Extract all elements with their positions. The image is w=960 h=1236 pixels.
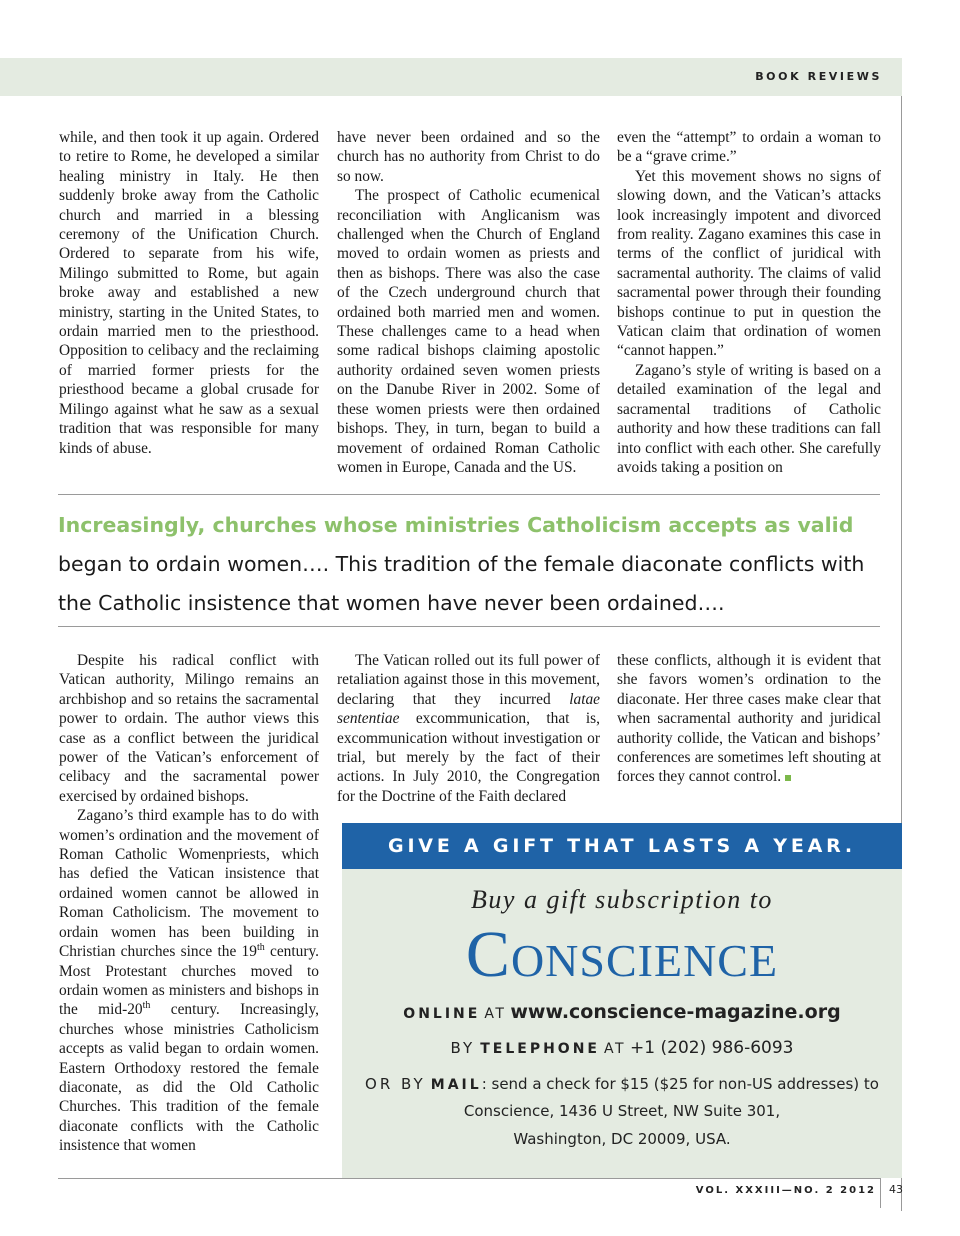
bottom-column-3 [617, 651, 881, 787]
ad-mail-line: OR BY MAIL: send a check for $15 ($25 for non-US addresses) to [365, 1075, 879, 1093]
pull-quote-top-rule [58, 494, 880, 495]
paragraph: these conflicts, although it is evident that she favors women’s ordination to the diaconate. Her three cases make clear that when sacramental authority and juridical authority collide, the Vatican and bishops’ conferences are sometimes left shouting at forces they cannot control. [617, 652, 881, 786]
top-column-1 [59, 128, 319, 458]
paragraph: Despite his radical conflict with Vatican authority, Milingo remains an archbishop and so retains the sacramental power to ordain. The author views this case as a conflict between the juridical power of the Vatican’s enforcement of celibacy and the sacramental power exercised by ordained bishops. [59, 652, 319, 805]
issue-info: VOL. XXXIII—NO. 2 2012 [695, 1185, 876, 1196]
ad-url-link[interactable]: www.conscience-magazine.org [510, 1001, 841, 1023]
paragraph: Zagano’s third example has to do with women’s ordination and the movement of Roman Catholic Womenpriests, which has defied the Vatican insistence that ordained women cannot be allowed in Roman Catholicism. The movement to ordain women has been building in Christian churches since the 19th century. Most Protestant churches moved to ordain women as ministers and bishops in the mid-20th century. Increasingly, churches whose ministries Catholicism accepts as valid began to ordain women. Eastern Orthodoxy restored the female diaconate, as did the Old Catholic Churches. This tradition of the female diaconate conflicts with the Catholic insistence that women [59, 807, 319, 1155]
pull-quote [58, 506, 880, 623]
section-label: BOOK REVIEWS [755, 70, 882, 83]
subscription-ad [342, 823, 902, 1178]
ad-phone: +1 (202) 986-6093 [630, 1038, 794, 1058]
paragraph: even the “attempt” to ordain a woman to be a “grave crime.” [617, 129, 881, 166]
bottom-column-1 [59, 651, 319, 1156]
page-number: 43 [889, 1183, 903, 1196]
paragraph: The Vatican rolled out its full power of retaliation against those in this movement, declaring that they incurred latae sententiae excommunication, that is, excommunication without investigation or trial, but merely by the fact of their actions. In July 2010, the Congregation for the Doctrine of the Faith declared [337, 652, 600, 805]
pull-quote-text: began to ordain women…. This tradition of the female diaconate conflicts with the Catholic insistence that women have never been ordained…. [58, 552, 865, 615]
footer-divider [880, 1178, 881, 1208]
ad-magazine-title: Conscience [465, 918, 779, 991]
paragraph: Yet this movement shows no signs of slowing down, and the Vatican’s attacks look increasingly impotent and divorced from reality. Zagano examines this case in terms of the conflict of juridical with sacramental authority. The claims of valid sacramental power through their founding bishops continue to put in question the Vatican claim that ordination of women “cannot happen.” [617, 167, 881, 360]
bottom-column-2 [337, 651, 600, 806]
ad-address-line-2: Washington, DC 20009, USA. [513, 1130, 731, 1148]
pull-quote-highlight: Increasingly, churches whose ministries Catholicism accepts as valid [58, 513, 854, 537]
paragraph: Zagano’s style of writing is based on a detailed examination of the legal and sacramental traditions of Catholic authority and how these traditions can fall into conflict with each other. She carefully avoids taking a position on [617, 361, 881, 476]
ad-address-line-1: Conscience, 1436 U Street, NW Suite 301, [463, 1102, 781, 1120]
ad-telephone-line: BY TELEPHONE AT +1 (202) 986-6093 [450, 1038, 794, 1058]
paragraph: while, and then took it up again. Ordered to retire to Rome, he developed a similar healing ministry in Italy. He then suddenly broke away from the Catholic church and married in a blessing ceremony of the Unification Church. Ordered to separate from his wife, Milingo submitted to Rome, but again broke away and established a new ministry, starting in the United States, to ordain married men to the priesthood. Opposition to celibacy and the reclaiming of married former priests for the priesthood became a global crusade for Milingo against what he saw as a sexual tradition that was responsible for many kinds of abuse. [59, 129, 319, 457]
ad-banner: GIVE A GIFT THAT LASTS A YEAR. [342, 823, 902, 869]
latin-term: latae sententiae [337, 690, 600, 728]
ad-online-line: ONLINE AT www.conscience-magazine.org [403, 1001, 841, 1023]
paragraph: The prospect of Catholic ecumenical reconciliation with Anglicanism was challenged when the Church of England moved to ordain women as priests and then as bishops. There was also the case of the Czech underground church that ordained both married men and women. These challenges came to a head when some radical bishops claiming apostolic authority ordained seven women priests on the Danube River in 2002. Some of these women priests were then ordained bishops. They, in turn, began to build a movement of ordained Roman Catholic women in Europe, Canada and the US. [337, 187, 600, 476]
end-of-article-icon [785, 775, 791, 781]
paragraph: have never been ordained and so the church has no authority from Christ to do so now. [337, 129, 600, 185]
top-column-3 [617, 128, 881, 477]
top-column-2 [337, 128, 600, 477]
ad-buy-line: Buy a gift subscription to [471, 885, 773, 914]
section-header-bar [0, 58, 902, 96]
footer-rule [58, 1178, 880, 1179]
pull-quote-bottom-rule [58, 626, 880, 627]
